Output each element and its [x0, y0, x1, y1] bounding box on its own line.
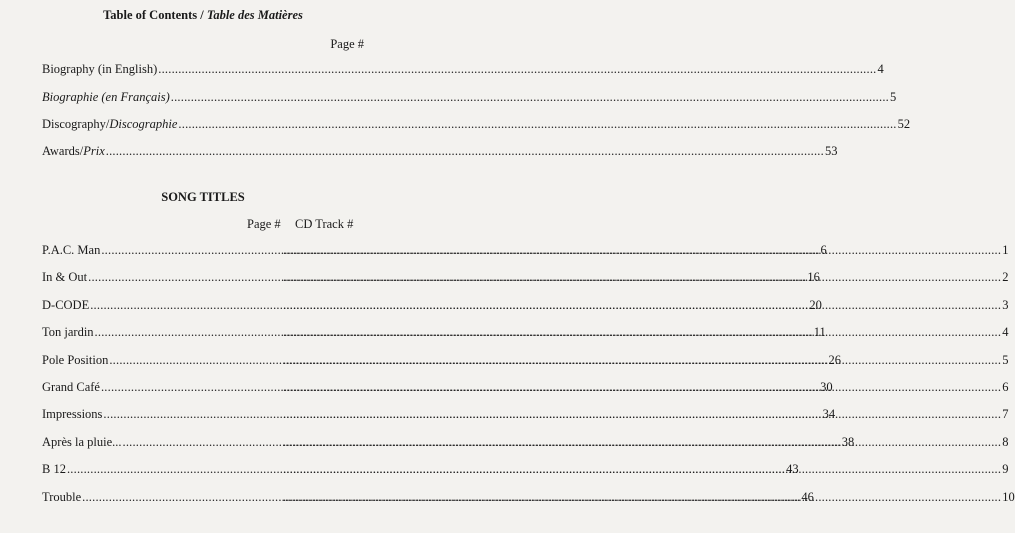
song-page-number: 20 [809, 297, 822, 312]
page-title [0, 8, 406, 23]
song-page-cell [42, 434, 855, 449]
song-page-number: 34 [822, 407, 836, 422]
song-track-cell [282, 407, 1008, 421]
leader-dots [283, 270, 1001, 284]
cd-track-number: 6 [1002, 380, 1009, 394]
toc-entry-label-italic: Biographie (en Français) [42, 90, 170, 104]
page-column-header: Page # [330, 37, 364, 51]
song-page-cell [42, 380, 833, 394]
toc-row [42, 117, 911, 131]
toc-page-number: 5 [889, 90, 897, 104]
song-page-cell [42, 297, 822, 312]
song-row [42, 325, 1009, 340]
song-row [42, 297, 1009, 312]
song-page-column-header: Page # [247, 217, 281, 231]
song-page-cell [42, 325, 826, 340]
cd-track-number: 8 [1002, 434, 1009, 449]
song-row [42, 434, 1009, 449]
toc-entry-label-italic: Prix [83, 144, 105, 158]
song-page-number: 46 [801, 489, 814, 504]
leader-dots [283, 407, 1001, 421]
leader-dots [283, 243, 1001, 257]
song-page-cell [42, 352, 842, 367]
leader-dots [283, 353, 1001, 367]
leader-dots [283, 325, 1001, 339]
leader-dots [283, 380, 1001, 394]
toc-entry-label: Discography/ [42, 117, 110, 131]
song-track-cell [282, 435, 1008, 449]
leader-dots [283, 462, 1001, 476]
song-page-cell [42, 243, 827, 257]
song-title: Ton jardin [42, 325, 94, 340]
song-page-number: 26 [828, 352, 842, 367]
toc-page-number: 53 [824, 144, 838, 158]
song-page-cell [42, 270, 820, 285]
song-track-cell [282, 462, 1008, 476]
song-track-cell [282, 325, 1008, 339]
cd-track-number: 10 [1002, 489, 1015, 504]
song-row [42, 380, 1009, 394]
song-title: Grand Café [42, 380, 100, 394]
cd-track-number: 7 [1002, 407, 1009, 422]
leader-dots [178, 117, 896, 131]
song-page-cell [42, 489, 814, 504]
leader-dots [283, 490, 1001, 504]
cd-track-column-header: CD Track # [295, 217, 354, 231]
song-row [42, 352, 1009, 367]
toc-row [42, 62, 884, 76]
song-row [42, 243, 1009, 257]
song-track-cell [282, 270, 1008, 284]
toc-entry-label-italic: Discographie [109, 117, 178, 131]
song-title: Impressions [42, 407, 103, 422]
song-row [42, 462, 1009, 477]
cd-track-number: 5 [1002, 352, 1009, 367]
song-page-number: 43 [786, 462, 799, 477]
cd-track-number: 1 [1002, 243, 1009, 257]
leader-dots [106, 144, 824, 158]
toc-page-number: 4 [877, 62, 884, 76]
song-track-cell [282, 490, 1015, 504]
cd-track-number: 4 [1002, 325, 1009, 340]
song-row [42, 489, 1015, 504]
song-track-cell [282, 380, 1008, 394]
leader-dots [283, 298, 1001, 312]
song-title: D-CODE [42, 297, 90, 312]
cd-track-number: 9 [1002, 462, 1009, 477]
song-title: P.A.C. Man [42, 243, 101, 257]
song-track-cell [282, 243, 1008, 257]
toc-row [42, 90, 897, 104]
song-page-cell [42, 462, 799, 477]
song-title: B 12 [42, 462, 66, 477]
title-english: Table of Contents / [103, 8, 207, 22]
song-row [42, 270, 1009, 285]
cd-track-number: 2 [1002, 270, 1009, 285]
song-page-number: 6 [820, 243, 827, 257]
song-title: Après la pluie... [42, 434, 122, 449]
toc-row [42, 144, 838, 158]
song-page-number: 11 [813, 325, 826, 340]
song-title: Pole Position [42, 352, 109, 367]
song-page-number: 38 [841, 434, 855, 449]
song-page-number: 30 [820, 380, 833, 394]
leader-dots [158, 62, 876, 76]
cd-track-number: 3 [1002, 297, 1009, 312]
leader-dots [283, 435, 1001, 449]
song-page-number: 16 [807, 270, 820, 285]
song-title: Trouble [42, 489, 82, 504]
toc-page-number: 52 [897, 117, 911, 131]
toc-entry-label: Biography (in English) [42, 62, 158, 76]
title-french: Table des Matières [206, 8, 303, 22]
song-row [42, 407, 1009, 422]
song-title: In & Out [42, 270, 88, 285]
song-track-cell [282, 298, 1008, 312]
song-track-cell [282, 353, 1008, 367]
toc-entry-label: Awards/ [42, 144, 84, 158]
song-titles-heading: SONG TITLES [161, 190, 245, 204]
leader-dots [171, 90, 889, 104]
song-page-cell [42, 407, 836, 422]
